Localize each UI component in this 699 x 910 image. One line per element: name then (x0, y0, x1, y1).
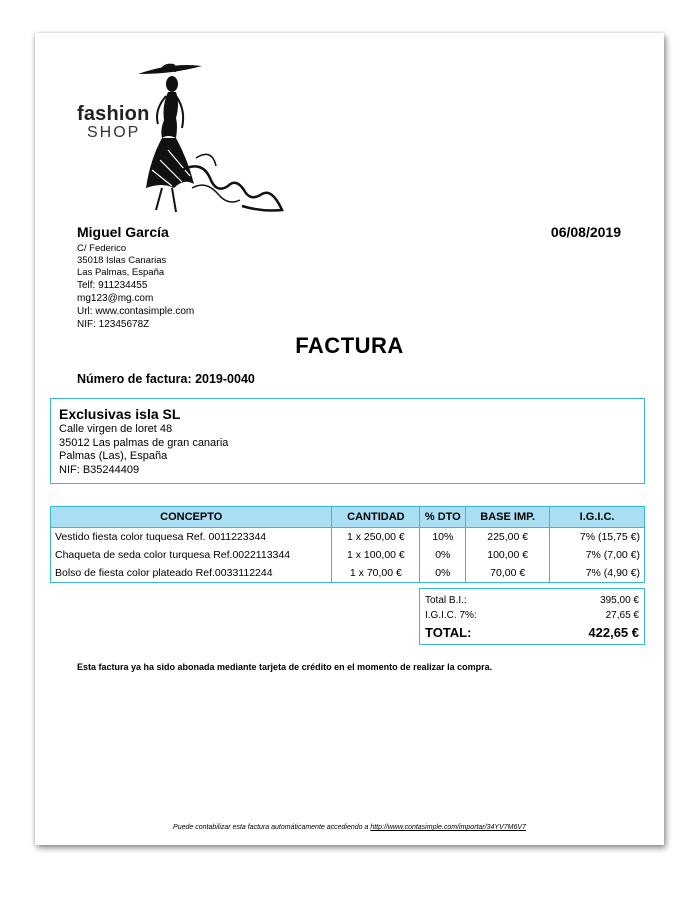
logo-word-fashion: fashion (77, 103, 150, 125)
seller-contact (77, 279, 194, 331)
footer (35, 824, 664, 831)
cell-concepto: Bolso de fiesta color plateado Ref.0033112244 (51, 564, 332, 583)
grand-total-value: 422,65 € (588, 625, 639, 640)
client-details (59, 423, 228, 477)
table-header-row (51, 507, 645, 528)
invoice-date: 06/08/2019 (550, 224, 621, 240)
seller-nif: NIF: 12345678Z (77, 319, 150, 330)
seller-email: mg123@mg.com (77, 293, 154, 304)
footer-import-link[interactable]: http://www.contasimple.com/importar/34YV7M6V7 (370, 824, 526, 831)
cell-base: 225,00 € (466, 528, 550, 547)
client-line: Calle virgen de loret 48 (59, 423, 173, 435)
cell-igic: 7% (15,75 €) (550, 528, 645, 547)
cell-base: 100,00 € (466, 546, 550, 564)
cell-igic: 7% (4,90 €) (550, 564, 645, 583)
cell-concepto: Vestido fiesta color tuquesa Ref. 0011223344 (51, 528, 332, 547)
invoice-number: Número de factura: 2019-0040 (77, 372, 255, 386)
cell-cantidad: 1 x 250,00 € (332, 528, 420, 547)
totals-box (419, 588, 645, 645)
fashion-woman-illustration-icon (132, 60, 292, 225)
total-base-label: Total B.I.: (425, 595, 467, 606)
table-row (51, 546, 645, 564)
header-dto: % DTO (420, 507, 466, 528)
cell-dto: 0% (420, 546, 466, 564)
seller-address-line: Las Palmas, España (77, 267, 165, 278)
cell-base: 70,00 € (466, 564, 550, 583)
table-row (51, 564, 645, 583)
client-line: Palmas (Las), España (59, 450, 168, 462)
total-base-value: 395,00 € (600, 595, 639, 606)
seller-phone: Telf: 911234455 (77, 280, 148, 291)
header-igic: I.G.I.C. (550, 507, 645, 528)
seller-address-line: C/ Federico (77, 243, 127, 254)
client-name: Exclusivas isla SL (59, 406, 181, 422)
client-line: 35012 Las palmas de gran canaria (59, 436, 229, 449)
seller-address-line: 35018 Islas Canarias (77, 255, 167, 266)
seller-url: Url: www.contasimple.com (77, 306, 195, 317)
total-tax-label: I.G.I.C. 7%: (425, 610, 477, 621)
items-table (50, 506, 645, 583)
payment-note: Esta factura ya ha sido abonada mediante tarjeta de crédito en el momento de realizar la compra. (77, 662, 493, 672)
cell-dto: 10% (420, 528, 466, 547)
cell-cantidad: 1 x 100,00 € (332, 546, 420, 564)
invoice-page (35, 33, 664, 845)
header-concepto: CONCEPTO (51, 507, 332, 528)
fashion-shop-logo (77, 60, 292, 225)
client-line: NIF: B35244409 (59, 463, 140, 476)
cell-dto: 0% (420, 564, 466, 583)
footer-text: Puede contabilizar esta factura automáticamente accediendo a (173, 824, 371, 831)
seller-name: Miguel García (77, 224, 169, 240)
table-row (51, 528, 645, 547)
header-cantidad: CANTIDAD (332, 507, 420, 528)
grand-total-label: TOTAL: (425, 625, 472, 640)
document-title: FACTURA (295, 333, 404, 358)
logo-word-shop: SHOP (87, 124, 141, 141)
cell-igic: 7% (7,00 €) (550, 546, 645, 564)
header-base-imp: BASE IMP. (466, 507, 550, 528)
total-tax-value: 27,65 € (605, 610, 639, 621)
cell-cantidad: 1 x 70,00 € (332, 564, 420, 583)
client-box (50, 398, 645, 484)
seller-address (77, 243, 166, 279)
cell-concepto: Chaqueta de seda color turquesa Ref.0022113344 (51, 546, 332, 564)
